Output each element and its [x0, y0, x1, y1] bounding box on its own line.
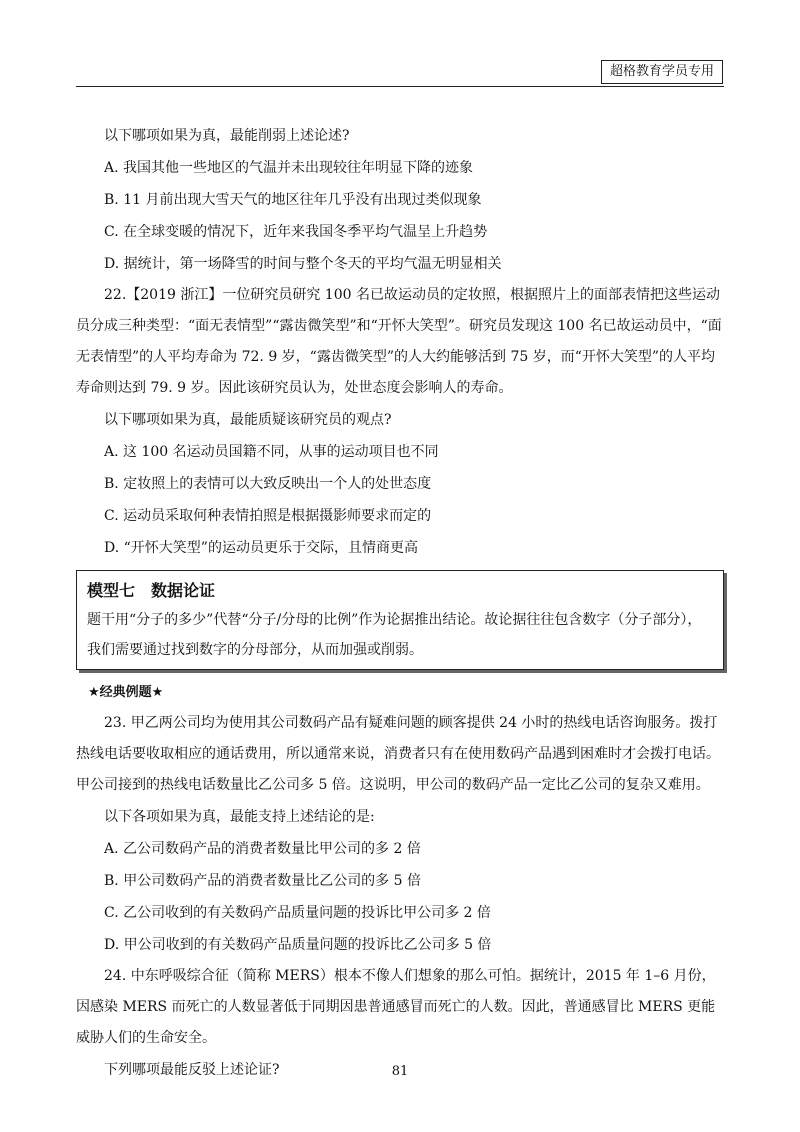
q22-prompt: 以下哪项如果为真，最能质疑该研究员的观点? [104, 412, 392, 428]
q22-option-c: C. 运动员采取何种表情拍照是根据摄影师要求而定的 [104, 508, 432, 524]
model-box [76, 570, 724, 670]
model-title [87, 577, 713, 605]
header-label: 超格教育学员专用 [601, 60, 723, 84]
q23-option-b: B. 甲公司数码产品的消费者数量比乙公司的多 5 倍 [104, 873, 421, 889]
q22-option-b: B. 定妆照上的表情可以大致反映出一个人的处世态度 [104, 476, 432, 492]
q23-prompt: 以下各项如果为真，最能支持上述结论的是: [104, 809, 375, 825]
q21-option-b: B. 11 月前出现大雪天气的地区往年几乎没有出现过类似现象 [104, 192, 482, 208]
q23-stem: 23. 甲乙两公司均为使用其公司数码产品有疑难问题的顾客提供 24 小时的热线电话咨询服务。拨打热线电话要收取相应的通话费用，所以通常来说，消费者只有在使用数码产品遇到困难时才会拨打电话。甲公司接到的热线电话数量比乙公司多 5 倍。这说明，甲公司的数码产品一定比乙公司的复杂又难用。 [76, 715, 720, 793]
q21-option-d: D. 据统计，第一场降雪的时间与整个冬天的平均气温无明显相关 [104, 256, 502, 272]
header-rule [76, 86, 724, 87]
q22-option-d: D. “开怀大笑型”的运动员更乐于交际，且情商更高 [104, 540, 418, 556]
page-number: 81 [391, 1064, 409, 1079]
model-number: 模型七 [87, 581, 136, 600]
page-content [76, 120, 724, 1086]
q21-option-c: C. 在全球变暖的情况下，近年来我国冬季平均气温呈上升趋势 [104, 224, 488, 240]
q24-stem: 24. 中东呼吸综合征（简称 MERS）根本不像人们想象的那么可怕。据统计，2015 年 1–6 月份，因感染 MERS 而死亡的人数显著低于同期因患普通感冒而死亡的人数。因此，普通感冒比 MERS 更能威胁人们的生命安全。 [76, 968, 716, 1046]
model-description: 题干用“分子的多少”代替“分子/分母的比例”作为论据推出结论。故论据往往包含数字（分子部分），我们需要通过找到数字的分母部分，从而加强或削弱。 [87, 612, 702, 658]
q23-option-c: C. 乙公司收到的有关数码产品质量问题的投诉比甲公司多 2 倍 [104, 905, 491, 921]
q22-stem: 22.【2019 浙江】一位研究员研究 100 名已故运动员的定妆照，根据照片上的面部表情把这些运动员分成三种类型：“面无表情型”“露齿微笑型”和“开怀大笑型”。研究员发现这 100 名已故运动员中，“面无表情型”的人平均寿命为 72. 9 岁，“露齿微笑型”的人大约能够活到 75 岁，而“开怀大笑型”的人平均寿命则达到 79. 9 岁。因此该研究员认为，处世态度会影响人的寿命。 [76, 287, 722, 396]
q21-prompt: 以下哪项如果为真，最能削弱上述论述? [104, 128, 350, 144]
classic-examples-heading: ★经典例题★ [88, 685, 164, 700]
q21-option-a: A. 我国其他一些地区的气温并未出现较往年明显下降的迹象 [104, 160, 474, 176]
model-name: 数据论证 [151, 581, 216, 600]
q24-prompt: 下列哪项最能反驳上述论证? [104, 1062, 280, 1078]
q22-option-a: A. 这 100 名运动员国籍不同，从事的运动项目也不同 [104, 444, 439, 460]
q23-option-a: A. 乙公司数码产品的消费者数量比甲公司的多 2 倍 [104, 841, 421, 857]
q23-option-d: D. 甲公司收到的有关数码产品质量问题的投诉比乙公司多 5 倍 [104, 937, 492, 953]
